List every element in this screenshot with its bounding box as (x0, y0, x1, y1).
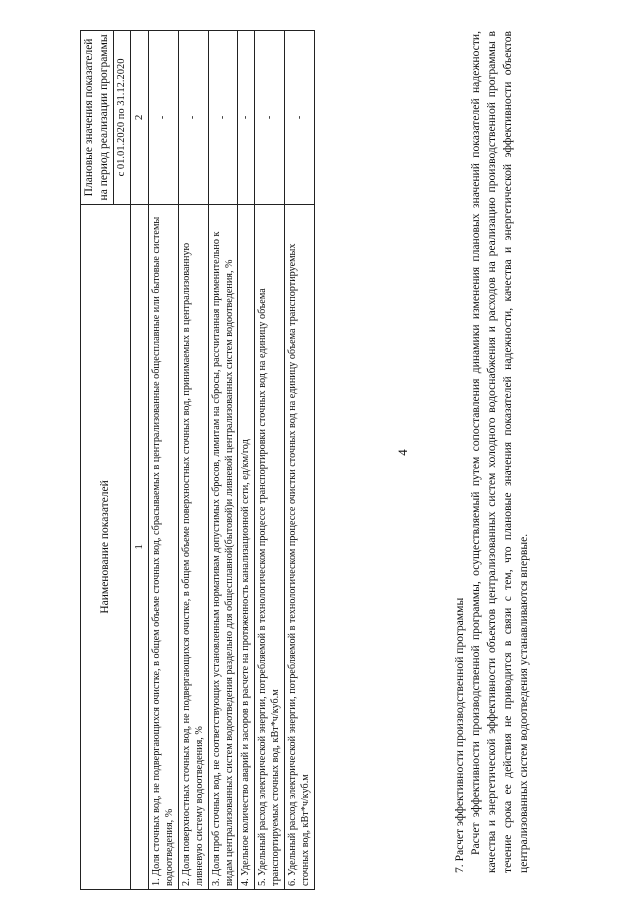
indicator-value: - (208, 31, 238, 205)
column-number-row (131, 31, 149, 890)
table-row (284, 31, 314, 890)
indicator-name: 1. Доля сточных вод, не подвергающихся очистке, в общем объеме сточных вод, сбрасываемых в централизованные общесплавные или бытовые системы водоотведения, % (148, 204, 178, 889)
indicator-value: - (284, 31, 314, 205)
indicator-value: - (254, 31, 284, 205)
column-number: 2 (131, 31, 149, 205)
indicator-value: - (148, 31, 178, 205)
table-row (148, 31, 178, 890)
indicator-value: - (178, 31, 208, 205)
section-heading: 7. Расчет эффективности производственной программы (453, 597, 466, 873)
efficiency-section (452, 31, 532, 873)
table-row (208, 31, 238, 890)
indicator-name: 3. Доля проб сточных вод, не соответствующих установленным нормативам допустимых сбросов, лимитам на сбросы, рассчитанная применительно к видам централизованных систем водоотведения раздельно для общесплавной(бытовой)и ливневой централизованных систем водоотведения, % (208, 204, 238, 889)
table-header-row (81, 31, 114, 890)
indicator-name: 6. Удельный расход электрической энергии, потребляемой в технологическом процессе очистки сточных вод на единицу объема транспортируемых сточных вод, кВт*ч/куб.м (284, 204, 314, 889)
table-row (178, 31, 208, 890)
indicator-name: 4. Удельное количество аварий и засоров в расчете на протяженность канализационной сети, ед/км/год (238, 204, 254, 889)
table-row (238, 31, 254, 890)
header-period-cell: с 01.01.2020 по 31.12.2020 (114, 31, 131, 205)
column-number: 1 (131, 204, 149, 889)
page-number: 4 (395, 449, 410, 456)
section-paragraph: Расчет эффективности производственной программы, осуществляемый путем сопоставления динамики изменения плановых значений показателей надежности, качества и энергетической эффективности объектов централизованных систем холодного водоснабжения и расходов на реализацию производственной программы в течение срока ее действия не приводится в связи с тем, что плановые значения показателей надежности, качества и энергетической эффективности объектов централизованных систем водоотведения устанавливаются впервые. (468, 31, 530, 873)
header-values-cell: Плановые значения показателей на период реализации программы (81, 31, 114, 205)
indicator-value: - (238, 31, 254, 205)
table-row (254, 31, 284, 890)
indicator-name: 2. Доля поверхностных сточных вод, не подвергающихся очистке, в общем объеме поверхностных сточных вод, принимаемых в централизованную ливневую систему водоотведения, % (178, 204, 208, 889)
indicators-table (80, 30, 315, 890)
indicator-name: 5. Удельный расход электрической энергии, потребляемой в технологическом процессе транспортировки сточных вод на единицу объема транспортируемых сточных вод, кВт*ч/куб.м (254, 204, 284, 889)
header-name-cell: Наименование показателей (81, 204, 131, 889)
